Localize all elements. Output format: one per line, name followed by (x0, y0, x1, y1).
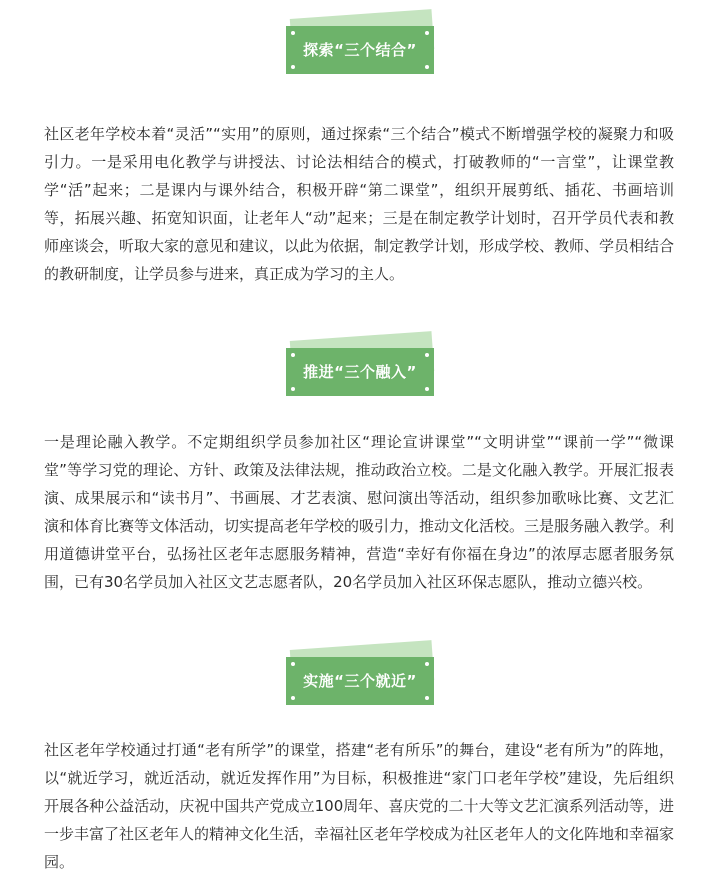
section-title: 探索“三个结合” (303, 41, 417, 59)
section-body-1: 社区老年学校本着“灵活”“实用”的原则，通过探索“三个结合”模式不断增强学校的凝聚力和吸引力。一是采用电化教学与讲授法、讨论法相结合的模式，打破教师的“一言堂”，让课堂教学“活”起来；二是课内与课外结合，积极开辟“第二课堂”，组织开展剪纸、插花、书画培训等，拓展兴趣、拓宽知识面，让老年人“动”起来；三是在制定教学计划时，召开学员代表和教师座谈会，听取大家的意见和建议，以此为依据，制定教学计划，形成学校、教师、学员相结合的教研制度，让学员参与进来，真正成为学习的主人。 (44, 125, 675, 283)
section-header-3 (0, 631, 720, 715)
section-header-1 (0, 0, 720, 84)
section-body-3: 社区老年学校通过打通“老有所学”的课堂，搭建“老有所乐”的舞台，建设“老有所为”的阵地，以“就近学习，就近活动，就近发挥作用”为目标，积极推进“家门口老年学校”建设，先后组织开展各种公益活动，庆祝中国共产党成立100周年、喜庆党的二十大等文艺汇演系列活动等，进一步丰富了社区老年人的精神文化生活，幸福社区老年学校成为社区老年人的文化阵地和幸福家园。 (44, 741, 675, 871)
section-body-2: 一是理论融入教学。不定期组织学员参加社区“理论宣讲课堂”“文明讲堂”“课前一学”“微课堂”等学习党的理论、方针、政策及法律法规，推动政治立校。二是文化融入教学。开展汇报表演、成果展示和“读书月”、书画展、才艺表演、慰问演出等活动，组织参加歌咏比赛、文艺汇演和体育比赛等文体活动，切实提高老年学校的吸引力，推动文化活校。三是服务融入教学。利用道德讲堂平台，弘扬社区老年志愿服务精神，营造“幸好有你福在身边”的浓厚志愿者服务氛围，已有30名学员加入社区文艺志愿者队，20名学员加入社区环保志愿队，推动立德兴校。 (44, 433, 675, 591)
section-title: 推进“三个融入” (303, 363, 417, 381)
header-banner (286, 348, 434, 396)
header-banner (286, 657, 434, 705)
section-header-2 (0, 322, 720, 406)
section-title: 实施“三个就近” (303, 672, 417, 690)
header-banner (286, 26, 434, 74)
